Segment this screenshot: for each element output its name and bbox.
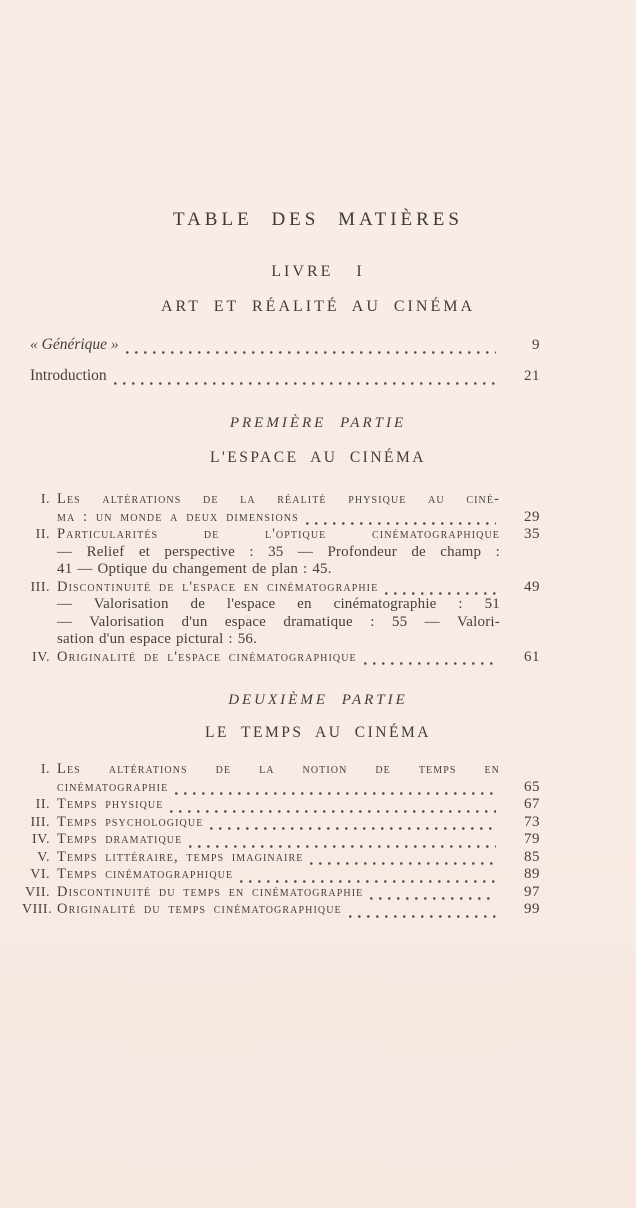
toc-entry-text: cinématographie bbox=[57, 778, 169, 795]
toc-entry-text: Particularités de l'optique cinématographique bbox=[57, 526, 500, 542]
toc-row bbox=[22, 509, 540, 527]
toc-entry-text: Temps cinématographique bbox=[57, 866, 234, 882]
toc-row bbox=[22, 561, 540, 579]
toc-row bbox=[22, 579, 540, 597]
toc-roman-numeral: IV. bbox=[32, 832, 50, 847]
toc-roman-numeral: VIII. bbox=[22, 902, 53, 917]
toc-parts bbox=[0, 413, 636, 919]
toc-roman-numeral: III. bbox=[30, 814, 50, 830]
toc-row bbox=[22, 814, 540, 832]
toc-part bbox=[0, 413, 636, 666]
livre-kicker: LIVRE I bbox=[271, 263, 365, 280]
page-number: 61 bbox=[524, 648, 540, 665]
page-number: 35 bbox=[524, 526, 540, 542]
toc-row bbox=[22, 866, 540, 884]
toc-part bbox=[0, 690, 636, 919]
toc-roman-numeral: I. bbox=[40, 762, 50, 777]
page-number: 21 bbox=[524, 368, 540, 384]
toc-roman-numeral: III. bbox=[30, 579, 50, 595]
toc-entry-text: 41 — Optique du changement de plan : 45. bbox=[57, 561, 332, 577]
toc-entry-text: Temps physique bbox=[57, 796, 164, 812]
dot-leader bbox=[306, 522, 496, 525]
toc-entry-text: — Valorisation de l'espace en cinématographie : 51 bbox=[57, 596, 500, 612]
page-number: 9 bbox=[532, 337, 540, 353]
toc-entry-text: — Valorisation d'un espace dramatique : 55 — Valori- bbox=[57, 613, 500, 630]
dot-leader bbox=[310, 862, 496, 865]
toc-entry-text: Discontinuité de l'espace en cinématographie bbox=[57, 578, 379, 595]
toc-row bbox=[22, 849, 540, 867]
page-number: 29 bbox=[524, 508, 540, 525]
dot-leader bbox=[210, 827, 496, 830]
toc-row bbox=[22, 649, 540, 667]
toc-row bbox=[22, 901, 540, 919]
dot-leader bbox=[364, 662, 496, 665]
toc-roman-numeral: IV. bbox=[32, 649, 50, 665]
toc-row bbox=[22, 544, 540, 562]
toc-entry-text: ma : un monde a deux dimensions bbox=[57, 508, 299, 525]
dot-leader bbox=[114, 382, 496, 385]
toc-list bbox=[22, 491, 540, 666]
toc-entry-text: sation d'un espace pictural : 56. bbox=[57, 631, 258, 647]
part-kicker: PREMIÈRE PARTIE bbox=[229, 415, 407, 431]
toc-entry-text: Introduction bbox=[30, 367, 107, 384]
dot-leader bbox=[126, 351, 496, 354]
toc-row bbox=[22, 596, 540, 614]
toc-row bbox=[22, 831, 540, 849]
toc-entry-text: « Générique » bbox=[30, 336, 119, 353]
toc-roman-numeral: VI. bbox=[30, 867, 50, 882]
dot-leader bbox=[240, 880, 496, 883]
toc-entry-text: Discontinuité du temps en cinématographie bbox=[57, 883, 364, 900]
part-heading: LE TEMPS AU CINÉMA bbox=[205, 724, 431, 741]
toc-row bbox=[22, 796, 540, 814]
toc-list bbox=[22, 761, 540, 919]
book-page bbox=[0, 208, 636, 1208]
toc-row bbox=[22, 491, 540, 509]
part-kicker: DEUXIÈME PARTIE bbox=[228, 692, 408, 708]
page-number: 79 bbox=[524, 831, 540, 847]
toc-entry-text: — Relief et perspective : 35 — Profondeur de champ : bbox=[57, 543, 500, 560]
toc-front-row bbox=[30, 366, 540, 386]
page-number: 85 bbox=[524, 848, 540, 865]
page-number: 97 bbox=[524, 883, 540, 900]
dot-leader bbox=[370, 897, 496, 900]
toc-entry-text: Les altérations de la réalité physique au ciné- bbox=[57, 491, 500, 507]
toc-entry-text: Les altérations de la notion de temps en bbox=[57, 761, 500, 777]
toc-row bbox=[22, 631, 540, 649]
dot-leader bbox=[349, 915, 496, 918]
book-title-heading: ART ET RÉALITÉ AU CINÉMA bbox=[161, 298, 475, 315]
dot-leader bbox=[175, 792, 496, 795]
toc-front-list bbox=[30, 335, 540, 386]
page-number: 73 bbox=[524, 813, 540, 830]
toc-row bbox=[22, 526, 540, 544]
page-number: 67 bbox=[524, 796, 540, 812]
toc-roman-numeral: I. bbox=[40, 492, 50, 507]
part-heading: L'ESPACE AU CINÉMA bbox=[210, 449, 426, 466]
page-number: 89 bbox=[524, 866, 540, 882]
page-number: 65 bbox=[524, 778, 540, 795]
toc-entry-text: Originalité du temps cinématographique bbox=[57, 901, 342, 917]
toc-row bbox=[22, 884, 540, 902]
toc-roman-numeral: II. bbox=[35, 527, 50, 542]
page-title: TABLE DES MATIÈRES bbox=[173, 209, 463, 230]
dot-leader bbox=[189, 845, 496, 848]
toc-row bbox=[22, 779, 540, 797]
dot-leader bbox=[385, 592, 496, 595]
toc-entry-text: Temps littéraire, temps imaginaire bbox=[57, 848, 304, 865]
toc-roman-numeral: II. bbox=[35, 797, 50, 812]
toc-roman-numeral: V. bbox=[37, 849, 50, 865]
toc-entry-text: Originalité de l'espace cinématographique bbox=[57, 648, 357, 665]
page-number: 99 bbox=[524, 901, 540, 917]
toc-entry-text: Temps psychologique bbox=[57, 813, 204, 830]
page-number: 49 bbox=[524, 578, 540, 595]
toc-row bbox=[22, 761, 540, 779]
toc-roman-numeral: VII. bbox=[25, 884, 50, 900]
toc-front-row bbox=[30, 335, 540, 355]
toc-entry-text: Temps dramatique bbox=[57, 831, 183, 847]
toc-row bbox=[22, 614, 540, 632]
dot-leader bbox=[170, 810, 496, 813]
